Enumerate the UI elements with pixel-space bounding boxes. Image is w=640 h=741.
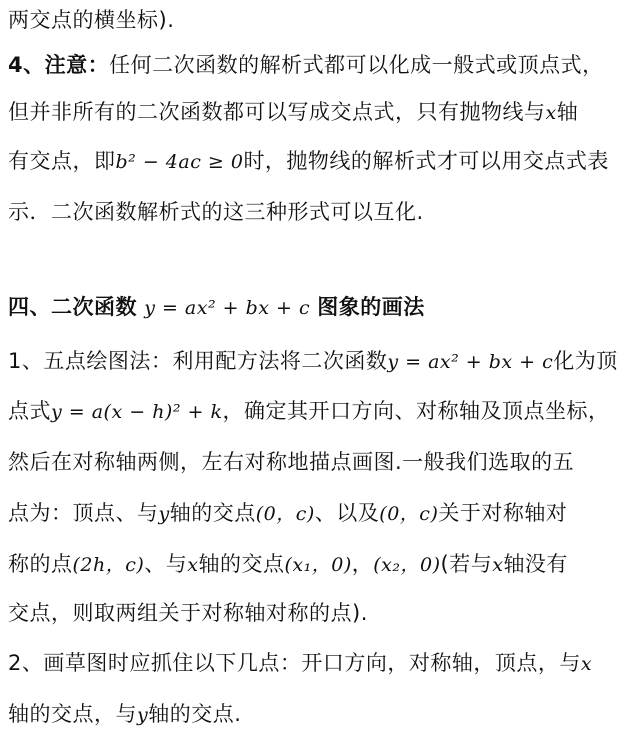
point-0-c-2: (0，c) (379, 503, 439, 525)
p1-text-c: 点式 (8, 399, 51, 423)
p1-text-h: 、以及 (314, 501, 380, 525)
p1-text-g: 轴的交点 (169, 501, 256, 525)
math-x: x (545, 102, 557, 124)
note-heading: 4、注意： (8, 53, 110, 77)
note-text-2b: 轴 (556, 100, 579, 124)
note-text-3: 有交点，即 (8, 149, 116, 173)
p1-line-5 (8, 549, 632, 580)
p1-text-b: 化为顶 (553, 349, 618, 373)
p1-text-i: 关于对称轴对 (438, 501, 568, 525)
point-x1-0: (x₁，0) (284, 554, 352, 576)
section-formula: y = ax² + bx + c (144, 297, 311, 319)
p1-text-k: 、与 (144, 552, 188, 576)
p1-text-d: ，确定其开口方向、对称轴及顶点坐标， (222, 399, 610, 423)
note-text-2: 但并非所有的二次函数都可以写成交点式，只有抛物线与 (8, 100, 546, 124)
p1-line-2 (8, 396, 632, 427)
point-x2-0: (x₂，0) (373, 554, 441, 576)
p1-text-e: 然后在对称轴两侧，左右对称地描点画图.一般我们选取的五 (8, 450, 575, 474)
note-line-1 (8, 50, 632, 80)
line-1-text: 两交点的横坐标). (8, 8, 175, 32)
note-line-2 (8, 97, 632, 128)
p1-text-a: 1、五点绘图法：利用配方法将二次函数 (8, 349, 388, 373)
math-x: x (580, 653, 593, 675)
p1-line-6 (8, 598, 632, 628)
discriminant-condition: b² − 4ac ≥ 0 (115, 151, 244, 173)
p1-text-o: 轴没有 (503, 552, 568, 576)
point-0-c: (0，c) (255, 503, 315, 525)
p1-text-n: (若与 (440, 552, 493, 576)
section-title-a: 四、二次函数 (8, 295, 137, 319)
math-y: y (137, 704, 149, 726)
section-heading (8, 292, 632, 323)
point-2h-c: (2h，c) (72, 554, 145, 576)
math-y: y (158, 503, 170, 525)
p1-text-p: 交点，则取两组关于对称轴对称的点). (8, 601, 368, 625)
note-text-1: 任何二次函数的解析式都可以化成一般式或顶点式， (109, 53, 604, 77)
p2-text-a: 2、画草图时应抓住以下几点：开口方向，对称轴，顶点，与 (8, 651, 581, 675)
p2-line-2 (8, 699, 632, 730)
math-x: x (492, 554, 504, 576)
p1-text-l: 轴的交点 (198, 552, 285, 576)
p1-line-1 (8, 346, 632, 377)
general-formula: y = ax² + bx + c (387, 351, 554, 373)
p1-line-3 (8, 447, 632, 477)
p2-text-b: 轴的交点，与 (8, 702, 137, 726)
text-line-1 (8, 5, 632, 35)
note-line-3 (8, 146, 632, 177)
p2-text-c: 轴的交点. (148, 702, 242, 726)
section-title-b: 图象的画法 (317, 295, 425, 319)
math-x: x (187, 554, 199, 576)
note-text-3b: 时，抛物线的解析式才可以用交点式表 (243, 149, 609, 173)
note-text-4: 示．二次函数解析式的这三种形式可以互化. (8, 200, 424, 224)
p1-text-j: 称的点 (8, 552, 73, 576)
note-line-4 (8, 197, 632, 227)
p1-text-m: ， (351, 552, 374, 576)
p1-text-f: 点为：顶点、与 (8, 501, 159, 525)
p1-line-4 (8, 498, 632, 529)
p2-line-1 (8, 648, 632, 679)
vertex-formula: y = a(x − h)² + k (51, 401, 223, 423)
